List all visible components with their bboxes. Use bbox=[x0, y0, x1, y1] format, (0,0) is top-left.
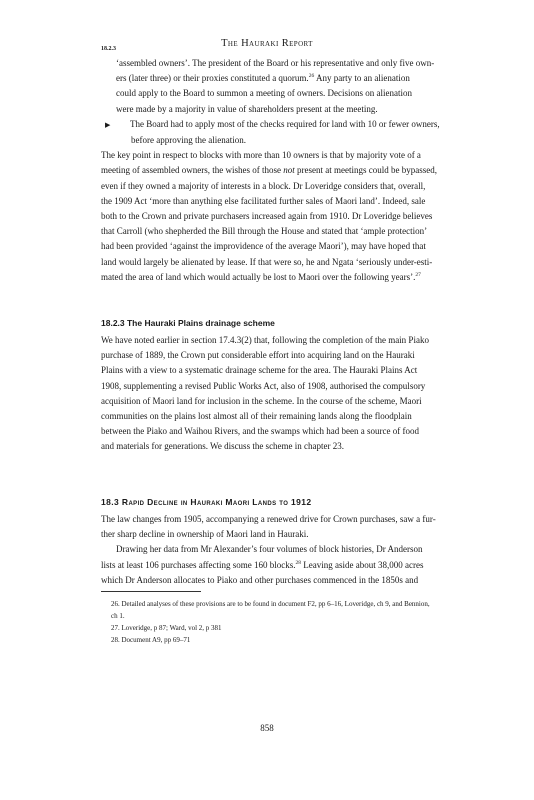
text-line: The key point in respect to blocks with more than 10 owners is that by majority vote of a bbox=[101, 150, 421, 161]
text-line: Plains with a view to a systematic drainage scheme for the area. The Hauraki Plains Act bbox=[101, 365, 418, 376]
footnote-ref-26[interactable]: 26 bbox=[308, 73, 315, 80]
footnote-26-continued: ch 1. bbox=[111, 612, 125, 620]
page-number: 858 bbox=[260, 723, 274, 733]
text-line: the 1909 Act ‘more than anything else facilitated further sales of Maori land’. Indeed, sale bbox=[101, 195, 426, 206]
footnotes bbox=[101, 598, 449, 646]
text-line: and materials for generations. We discuss the scheme in chapter 23. bbox=[101, 441, 345, 452]
text-line: ther sharp decline in ownership of Maori land in Hauraki. bbox=[101, 529, 309, 540]
body-block-1 bbox=[101, 56, 449, 285]
text-line: The law changes from 1905, accompanying a renewed drive for Crown purchases, saw a fur- bbox=[101, 514, 436, 524]
bullet-item-continued: before approving the alienation. bbox=[131, 135, 246, 146]
text-line: mated the area of land which would actually be lost to Maori over the following years’.$^{27}$ bbox=[101, 271, 421, 282]
footnote-ref-27[interactable]: 27 bbox=[415, 271, 421, 278]
section-heading-18-2-3: 18.2.3 The Hauraki Plains drainage scheme bbox=[101, 318, 275, 328]
bullet-arrow-icon: ▶ bbox=[105, 120, 111, 129]
section-heading-18-3: 18.3 Rapid Decline in Hauraki Maori Lands to 1912 bbox=[101, 497, 312, 507]
text-line: We have noted earlier in section 17.4.3(2) that, following the completion of the main Piako bbox=[101, 335, 429, 345]
footnote-26: 26. Detailed analyses of these provisions are to be found in document F2, pp 6–16, Loveridge, ch 9, and Bennion, bbox=[111, 600, 430, 608]
text-line: communities on the plains lost almost all of their remaining lands along the floodplain bbox=[101, 411, 412, 422]
footnote-divider bbox=[101, 591, 201, 592]
text-line: meeting of assembled owners, the wishes of those not present at meetings could be bypassed, bbox=[101, 165, 437, 176]
header-section-number: 18.2.3 bbox=[101, 46, 116, 52]
bullet-item: ▶ The Board had to apply most of the checks required for land with 10 or fewer owners, bbox=[101, 117, 449, 133]
text-line: had been provided ‘against the improvidence of the average Maori’), may have hoped that bbox=[101, 241, 426, 252]
text-line: even if they owned a majority of interests in a block. Dr Loveridge considers that, overall, bbox=[101, 180, 426, 191]
footnote-27: 27. Loveridge, p 87; Ward, vol 2, p 381 bbox=[111, 624, 222, 632]
footnote-28: 28. Document A9, pp 69–71 bbox=[111, 636, 191, 644]
text-line: purchase of 1889, the Crown put considerable effort into acquiring land on the Hauraki bbox=[101, 350, 415, 361]
text-line: Drawing her data from Mr Alexander’s four volumes of block histories, Dr Anderson bbox=[116, 544, 423, 555]
text-line: acquisition of Maori land for inclusion in the scheme. In the course of the scheme, Maori bbox=[101, 395, 422, 406]
text-line: that Carroll (who shepherded the Bill through the House and stated that ‘ample protection’ bbox=[101, 226, 428, 237]
text-line: land would largely be alienated by lease. If that were so, he and Ngata ‘seriously under-esti- bbox=[101, 256, 433, 267]
body-block-3 bbox=[101, 512, 449, 588]
text-line: were made by a majority in value of shareholders present at the meeting. bbox=[116, 103, 378, 114]
emphasis-not: not bbox=[283, 165, 295, 176]
body-block-2 bbox=[101, 333, 449, 455]
text-line: between the Piako and Waihou Rivers, and the swamps which had been a source of food bbox=[101, 426, 420, 437]
footnote-ref-28[interactable]: 28 bbox=[295, 559, 302, 566]
running-header: The Hauraki Report bbox=[221, 38, 313, 49]
text-line: could apply to the Board to summon a meeting of owners. Decisions on alienation bbox=[116, 88, 412, 99]
text-line: ers (later three) or their proxies constituted a quorum.$^{26}$ Any party to an alienation bbox=[116, 73, 410, 84]
text-line: ‘assembled owners’. The president of the Board or his representative and only five own- bbox=[116, 58, 435, 68]
text-line: 1908, supplementing a revised Public Works Act, also of 1908, authorised the compulsory bbox=[101, 380, 426, 391]
text-line: lists at least 106 purchases affecting some 160 blocks.$^{28}$ Leaving aside about 38,000 acres bbox=[101, 559, 424, 570]
text-line: both to the Crown and private purchasers increased again from 1910. Dr Loveridge believes bbox=[101, 211, 433, 222]
text-line: which Dr Anderson allocates to Piako and other purchases commenced in the 1850s and bbox=[101, 574, 419, 585]
